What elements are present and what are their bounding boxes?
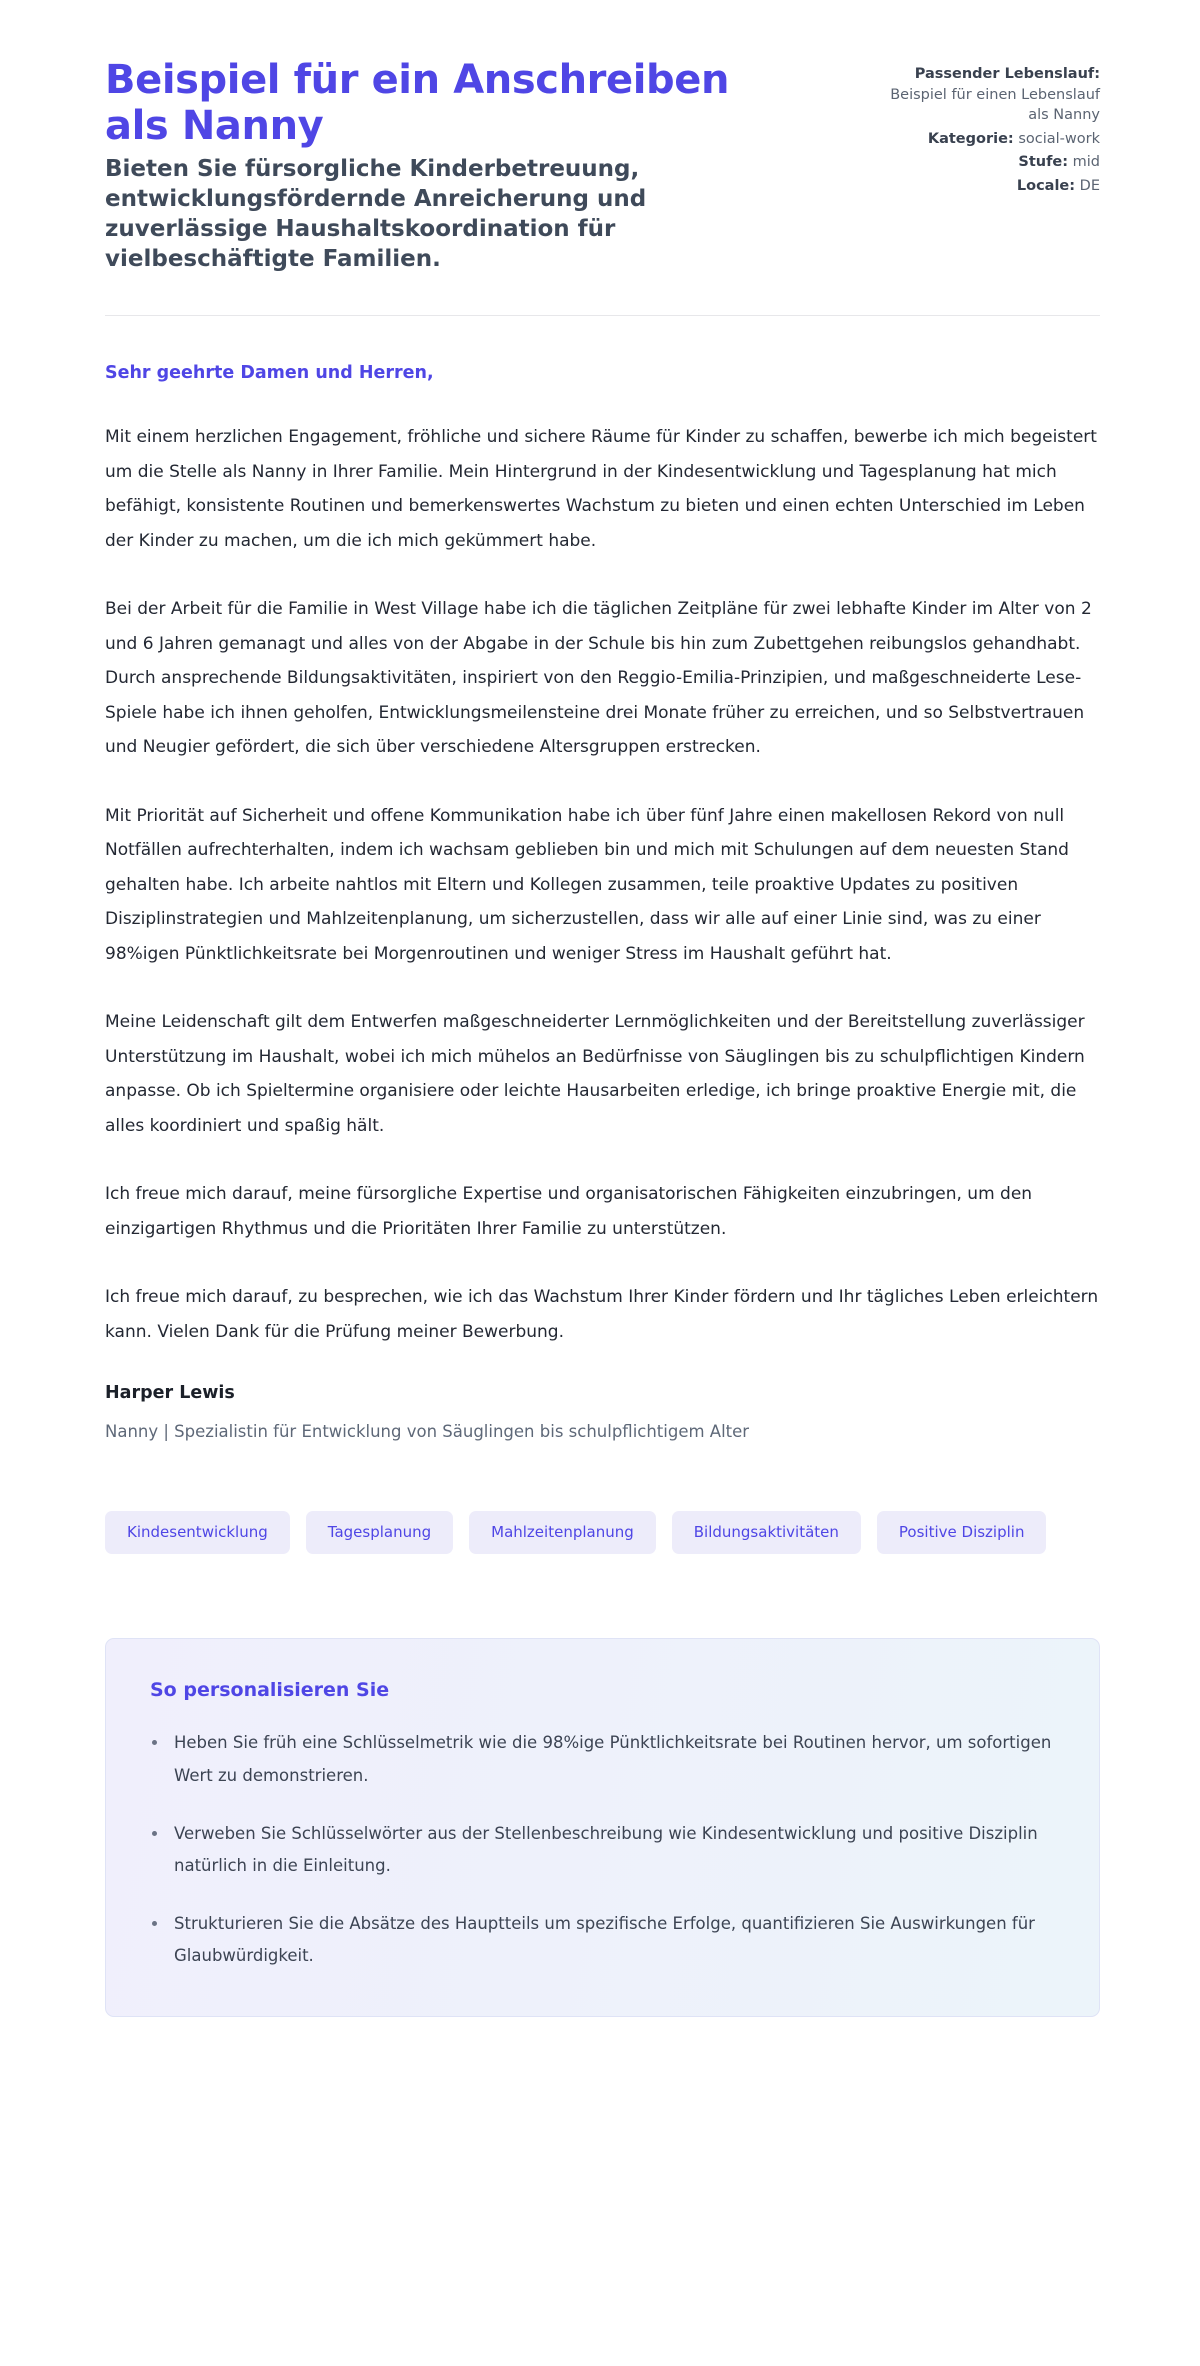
signature-role: Nanny | Spezialistin für Entwicklung von Säuglingen bis schulpflichtigem Alter [105, 1422, 750, 1441]
skill-tag[interactable]: Positive Disziplin [877, 1511, 1047, 1554]
skill-tag[interactable]: Bildungsaktivitäten [672, 1511, 861, 1554]
document-metadata [885, 58, 1100, 199]
callout-tip-item [150, 1727, 1055, 1791]
letter-body [105, 316, 1100, 1349]
meta-row-category [885, 129, 1100, 150]
signature-name: Harper Lewis [105, 1383, 235, 1403]
meta-value-matching-resume: Beispiel für einen Lebenslauf als Nanny [890, 86, 1100, 124]
meta-row-level [885, 152, 1100, 173]
callout-tip-text: Verweben Sie Schlüsselwörter aus der Stellenbeschreibung wie Kindesentwicklung und positive Disziplin natürlich in die Einleitung. [174, 1823, 1038, 1875]
meta-label-locale: Locale: [1016, 177, 1076, 194]
skill-tag[interactable]: Kindesentwicklung [105, 1511, 290, 1554]
skill-tag[interactable]: Mahlzeitenplanung [469, 1511, 656, 1554]
letter-paragraph: Ich freue mich darauf, zu besprechen, wie ich das Wachstum Ihrer Kinder fördern und Ihr tägliches Leben erleichtern kann. Vielen Dank für die Prüfung meiner Bewerbung. [105, 1287, 1099, 1342]
letter-paragraph: Mit Priorität auf Sicherheit und offene Kommunikation habe ich über fünf Jahre einen makellosen Rekord von null Notfällen aufrechterhalten, indem ich wachsam geblieben bin und mich mit Schulungen auf dem neuesten Stand gehalten habe. Ich arbeite nahtlos mit Eltern und Kollegen zusammen, teile proaktive Updates zu positiven Disziplinstrategien und Mahlzeitenplanung, um sicherzustellen, dass wir alle auf einer Linie sind, was zu einer 98%igen Pünktlichkeitsrate bei Morgenroutinen und weniger Stress im Haushalt geführt hat. [105, 805, 1069, 964]
meta-value-locale: DE [1079, 177, 1100, 194]
bullet-icon [152, 1921, 157, 1926]
callout-tip-text: Strukturieren Sie die Absätze des Hauptteils um spezifische Erfolge, quantifizieren Sie Auswirkungen für Glaubwürdigkeit. [174, 1914, 1035, 1966]
meta-label-level: Stufe: [1018, 154, 1069, 171]
letter-paragraph: Mit einem herzlichen Engagement, fröhliche und sichere Räume für Kinder zu schaffen, bewerbe ich mich begeistert um die Stelle als Nanny in Ihrer Familie. Mein Hintergrund in der Kindesentwicklung und Tagesplanung hat mich befähigt, konsistente Routinen und bemerkenswertes Wachstum zu bieten und einen echten Unterschied im Leben der Kinder zu machen, um die ich mich gekümmert habe. [105, 427, 1097, 551]
skill-tag-list [105, 1445, 1100, 1554]
meta-row-matching-resume [885, 64, 1100, 126]
letter-paragraph: Meine Leidenschaft gilt dem Entwerfen maßgeschneiderter Lernmöglichkeiten und der Bereitstellung zuverlässiger Unterstützung im Haushalt, wobei ich mich mühelos an Bedürfnisse von Säuglingen bis zu schulpflichtigen Kindern anpasse. Ob ich Spieltermine organisiere oder leichte Hausarbeiten erledige, ich bringe proaktive Energie mit, die alles koordiniert und spaßig hält. [105, 1012, 1085, 1136]
bullet-icon [152, 1831, 157, 1836]
skill-tag[interactable]: Tagesplanung [306, 1511, 453, 1554]
bullet-icon [152, 1740, 157, 1745]
meta-label-matching-resume: Passender Lebenslauf: [914, 66, 1100, 82]
salutation: Sehr geehrte Damen und Herren, [105, 362, 434, 383]
personalization-callout [105, 1638, 1100, 2017]
page-subtitle: Bieten Sie fürsorgliche Kinderbetreuung, entwicklungsfördernde Anreicherung und zuverlässige Haushaltskoordination für vielbeschäftigte Familien. [105, 156, 647, 272]
header-title-block [105, 58, 795, 275]
signature-block [105, 1349, 1100, 1445]
page-header [105, 58, 1100, 275]
callout-tip-text: Heben Sie früh eine Schlüsselmetrik wie die 98%ige Pünktlichkeitsrate bei Routinen hervor, um sofortigen Wert zu demonstrieren. [174, 1733, 1052, 1785]
meta-value-level: mid [1072, 154, 1100, 171]
meta-row-locale [885, 176, 1100, 197]
callout-tip-item [150, 1818, 1055, 1882]
letter-paragraph: Bei der Arbeit für die Familie in West Village habe ich die täglichen Zeitpläne für zwei lebhafte Kinder im Alter von 2 und 6 Jahren gemanagt und alles von der Abgabe in der Schule bis hin zum Zubettgehen reibungslos gehandhabt. Durch ansprechende Bildungsaktivitäten, inspiriert von den Reggio-Emilia-Prinzipien, und maßgeschneiderte Lese-Spiele habe ich ihnen geholfen, Entwicklungsmeilensteine drei Monate früher zu erreichen, und so Selbstvertrauen und Neugier gefördert, die sich über verschiedene Altersgruppen erstrecken. [105, 599, 1092, 757]
meta-value-category: social-work [1018, 130, 1100, 147]
callout-tip-item [150, 1908, 1055, 1972]
letter-paragraph: Ich freue mich darauf, meine fürsorgliche Expertise und organisatorischen Fähigkeiten einzubringen, um den einzigartigen Rhythmus und die Prioritäten Ihrer Familie zu unterstützen. [105, 1184, 1033, 1239]
page-title: Beispiel für ein Anschreiben als Nanny [105, 57, 730, 149]
callout-tip-list [150, 1727, 1055, 1972]
meta-label-category: Kategorie: [927, 130, 1014, 147]
callout-title: So personalisieren Sie [150, 1679, 390, 1702]
